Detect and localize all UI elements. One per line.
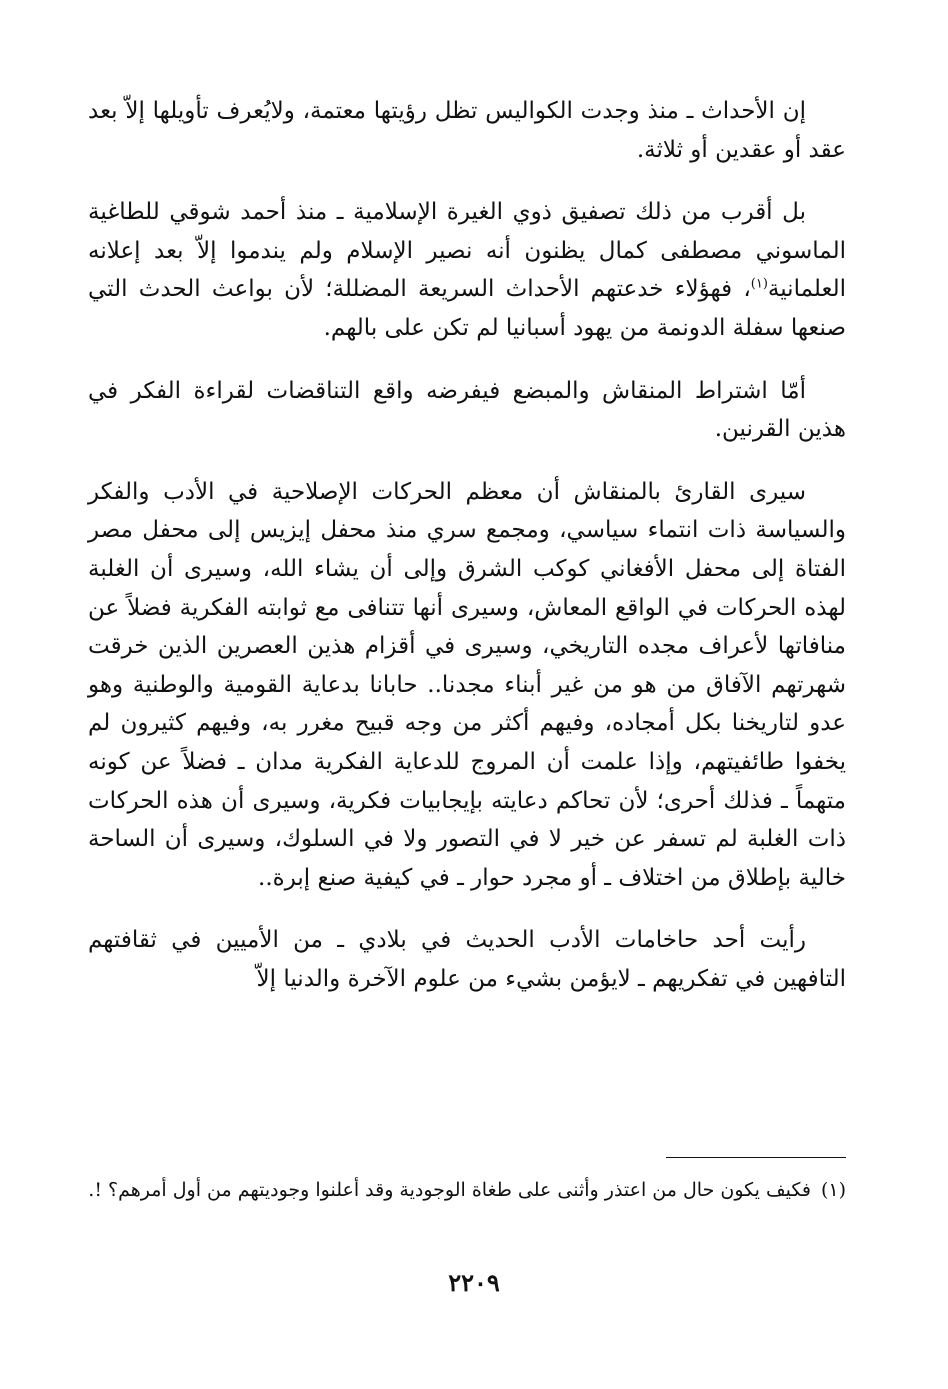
page-body: [88, 92, 846, 1022]
footnote-item: [88, 1172, 846, 1208]
footnote-reference[interactable]: (١): [750, 276, 768, 292]
paragraph-1: إن الأحداث ـ منذ وجدت الكواليس تظل رؤيتها معتمة، ولايُعرف تأويلها إلاّ بعد عقد أو عقدين أو ثلاثة.: [88, 98, 846, 163]
paragraph-5: رأيت أحد حاخامات الأدب الحديث في بلادي ـ من الأميين في ثقافتهم التافهين في تفكريهم ـ لايؤمن بشيء من علوم الآخرة والدنيا إلاّ: [88, 927, 846, 992]
footnote-text: فكيف يكون حال من اعتذر وأثنى على طغاة الوجودية وقد أعلنوا وجوديتهم من أول أمرهم؟ !.: [88, 1179, 811, 1201]
paragraph-3: أمّا اشتراط المنقاش والمبضع فيفرضه واقع التناقضات لقراءة الفكر في هذين القرنين.: [88, 377, 846, 443]
footnotes: [88, 1172, 846, 1208]
paragraph-2: [88, 193, 846, 347]
paragraph-2-text-before-ref: بل أقرب من ذلك تصفيق ذوي الغيرة الإسلامية ـ منذ أحمد شوقي للطاغية الماسوني مصطفى كمال يظنون أنه نصير الإسلام ولم يندموا إلاّ بعد إعلانه العلمانية: [88, 199, 846, 303]
page-number: ٢٢٠٩: [448, 1268, 500, 1297]
paragraph-4: سيرى القارئ بالمنقاش أن معظم الحركات الإصلاحية في الأدب والفكر والسياسة ذات انتماء سياسي، ومجمع سري منذ محفل إيزيس إلى محفل مصر الفتاة إلى محفل الأفغاني كوكب الشرق وإلى أن يشاء الله، وسيرى أن الغلبة لهذه الحركات في الواقع المعاش، وسيرى أنها تتنافى مع ثوابته الفكرية فضلاً عن منافاتها لأعراف مجده التاريخي، وسيرى في أقزام هذين العصرين الذين خرقت شهرتهم الآفاق من هو من غير أبناء مجدنا.. حابانا بدعاية القومية والوطنية وهو عدو لتاريخنا بكل أمجاده، وفيهم أكثر من وجه قبيح مغرر به، وفيهم كثيرون لم يخفوا طائفيتهم، وإذا علمت أن المروج للدعاية الفكرية مدان ـ فضلاً عن كونه متهماً ـ فذلك أحرى؛ لأن تحاكم دعايته بإيجابيات فكرية، وسيرى أن هذه الحركات ذات الغلبة لم تسفر عن خير لا في التصور ولا في السلوك، وسيرى أن الساحة خالية بإطلاق من اختلاف ـ أو مجرد حوار ـ في كيفية صنع إبرة..: [88, 478, 846, 891]
paragraph-2-text-after-ref: ، فهؤلاء خدعتهم الأحداث السريعة المضللة؛ لأن بواعث الحدث التي صنعها سفلة الدونمة من يهود أسبانيا لم تكن على بالهم.: [88, 276, 846, 341]
footnote-divider: [666, 1157, 846, 1158]
footnote-number: (١): [820, 1179, 846, 1201]
